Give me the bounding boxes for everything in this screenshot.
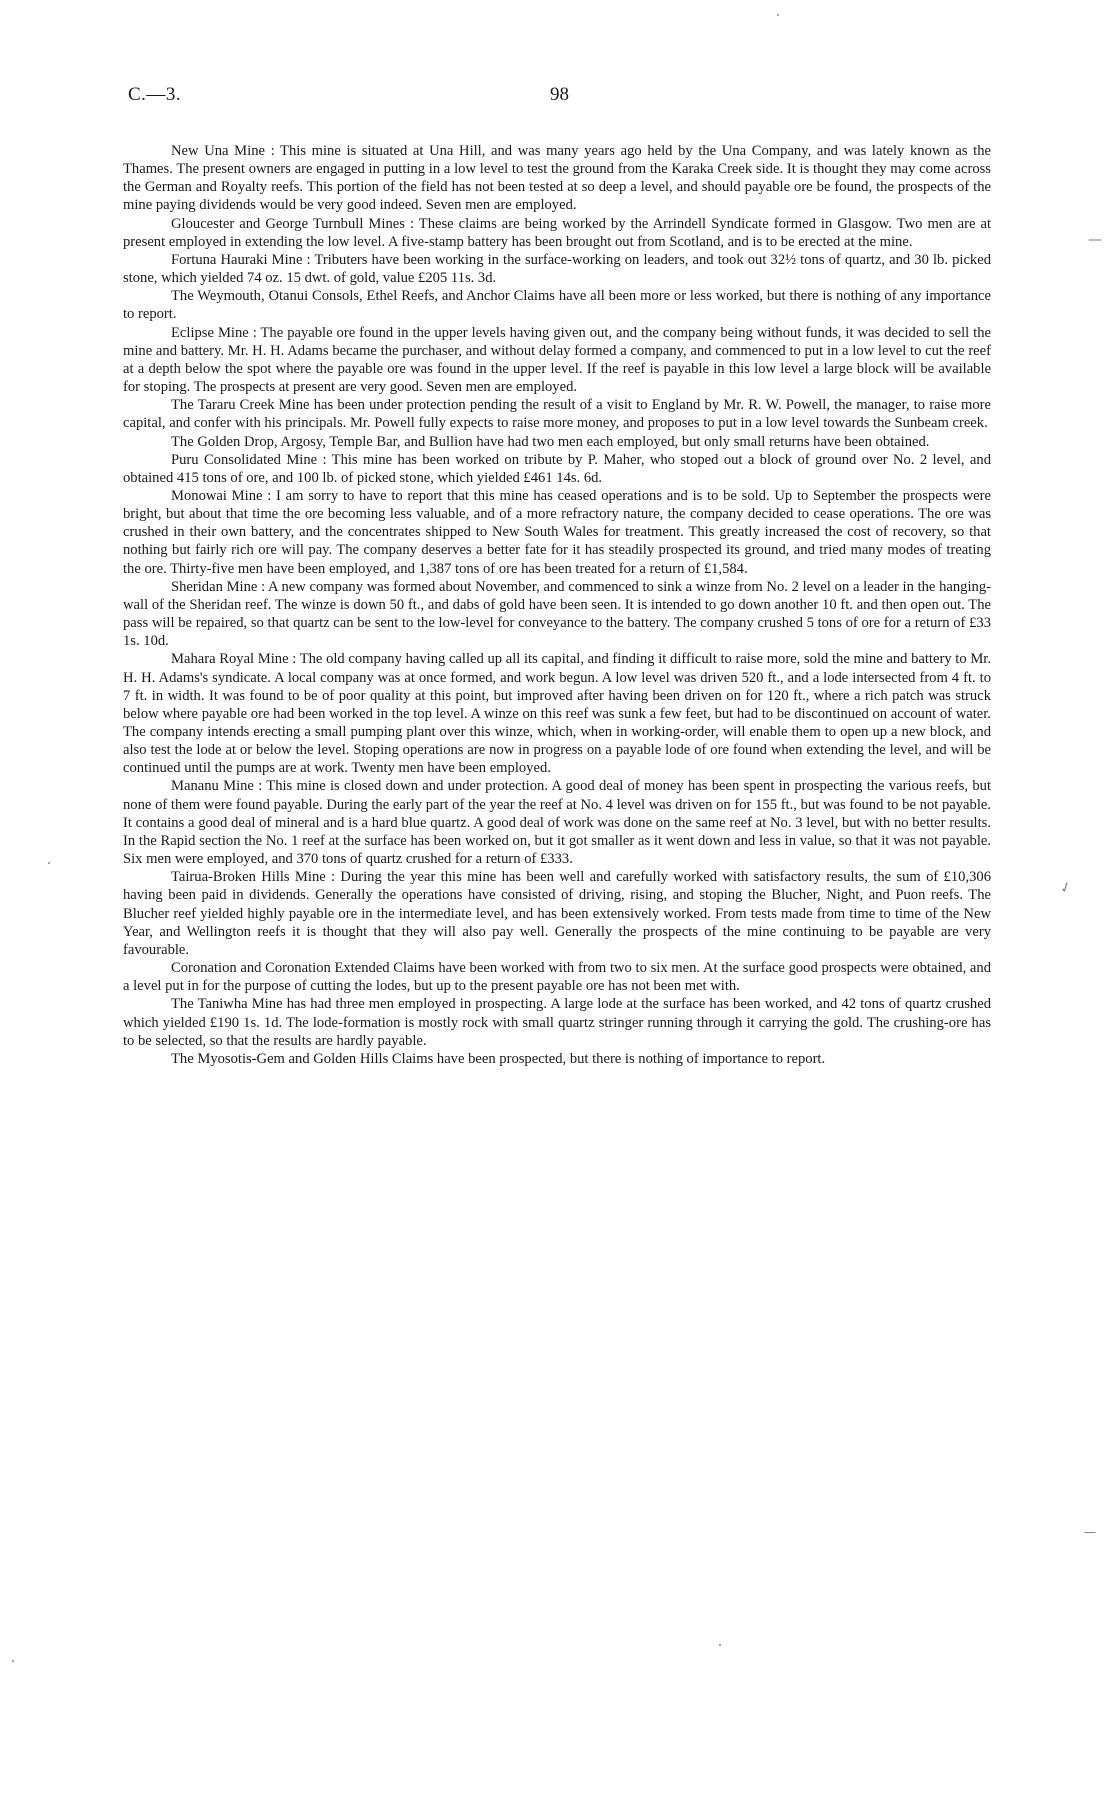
page-number: 98	[550, 84, 569, 105]
paragraph-myosotis-gem-claims: The Myosotis-Gem and Golden Hills Claims have been prospected, but there is nothing of importance to report.	[171, 1050, 826, 1067]
paragraph-sheridan-mine: Sheridan Mine : A new company was formed about November, and commenced to sink a winze from No. 2 level on a leader in the hanging-wall of the Sheridan reef. The winze is down 50 ft., and dabs of gold have been seen. It is intended to go down another 10 ft. and then open out. The pass will be repaired, so that quartz can be sent to the low-level for conveyance to the battery. The company crushed 5 tons of ore for a return of £33 1s. 10d.	[123, 578, 991, 650]
scan-speck	[12, 1660, 14, 1662]
paragraph-golden-drop: The Golden Drop, Argosy, Temple Bar, and Bullion have had two men each employed, but only small returns have been obtained.	[171, 433, 930, 450]
paragraph-tairua-broken-hills-mine: Tairua-Broken Hills Mine : During the year this mine has been well and carefully worked with satisfactory results, the sum of £10,306 having been paid in dividends. Generally the operations have consisted of driving, rising, and stoping the Blucher, Night, and Puon reefs. The Blucher reef yielded highly payable ore in the intermediate level, and has been extensively worked. From tests made from time to time of the New Year, and Wellington reefs it is thought that they will also pay well. Generally the prospects of the mine continuing to be payable are very favourable.	[123, 869, 991, 958]
margin-mark: —	[1084, 1525, 1096, 1539]
report-body	[123, 142, 991, 1068]
margin-check-mark: ✓	[1057, 878, 1075, 898]
page-header	[128, 84, 988, 114]
paragraph-coronation-claims: Coronation and Coronation Extended Claims have been worked with from two to six men. At the surface good prospects were obtained, and a level put in for the purpose of cutting the lodes, but up to the present payable ore has not been met with.	[123, 960, 991, 995]
paragraph-gloucester-turnbull-mines: Gloucester and George Turnbull Mines : These claims are being worked by the Arrindell Syndicate formed in Glasgow. Two men are at present employed in extending the low level. A five-stamp battery has been brought out from Scotland, and is to be erected at the mine.	[123, 215, 991, 250]
paragraph-mananu-mine: Mananu Mine : This mine is closed down and under protection. A good deal of money has been spent in prospecting the various reefs, but none of them were found payable. During the early part of the year the reef at No. 4 level was driven on for 155 ft., but was found to be not payable. It contains a good deal of mineral and is a hard blue quartz. A good deal of work was done on the same reef at No. 3 level, but with no better results. In the Rapid section the No. 1 reef at the surface has been worked on, but it got smaller as it went down and less in value, so that it was not payable. Six men were employed, and 370 tons of quartz crushed for a return of £333.	[123, 778, 991, 868]
scan-speck	[777, 14, 779, 16]
paragraph-monowai-mine: Monowai Mine : I am sorry to have to report that this mine has ceased operations and is to be sold. Up to September the prospects were bright, but about that time the ore becoming less valuable, and of a more refractory nature, the company decided to cease operations. The ore was crushed in their own battery, and the concentrates shipped to New South Wales for treatment. This greatly increased the cost of recovery, so that nothing but fairly rich ore will pay. The company deserves a better fate for it has steadily prospected its ground, and tried many modes of treating the ore. Thirty-five men have been employed, and 1,387 tons of ore has been treated for a return of £1,584.	[123, 487, 991, 577]
paragraph-mahara-royal-mine: Mahara Royal Mine : The old company having called up all its capital, and finding it difficult to raise more, sold the mine and battery to Mr. H. H. Adams's syndicate. A local company was at once formed, and work begun. A low level was driven 520 ft., and a lode intersected from 4 ft. to 7 ft. in width. It was found to be of poor quality at this point, but improved after having been driven on for 120 ft., where a rich patch was struck below where payable ore had been worked in the top level. A winze on this reef was sunk a few feet, but had to be discontinued on account of water. The company intends erecting a small pumping plant over this winze, which, when in working-order, will enable them to open up a new block, and also test the lode at or below the level. Stoping operations are now in progress on a payable lode of ore found when extending the level, and will be continued until the pumps are at work. Twenty men have been employed.	[123, 651, 991, 777]
paragraph-eclipse-mine: Eclipse Mine : The payable ore found in the upper levels having given out, and the company being without funds, it was decided to sell the mine and battery. Mr. H. H. Adams became the purchaser, and without delay formed a company, and commenced to put in a low level to cut the reef at a depth below the spot where the payable ore was found in the upper level. If the reef is payable in this low level a large block will be available for stoping. The prospects at present are very good. Seven men are employed.	[123, 324, 991, 396]
paragraph-fortuna-hauraki-mine: Fortuna Hauraki Mine : Tributers have been working in the surface-working on leaders, and took out 32½ tons of quartz, and 30 lb. picked stone, which yielded 74 oz. 15 dwt. of gold, value £205 11s. 3d.	[123, 251, 991, 287]
paragraph-new-una-mine: New Una Mine : This mine is situated at Una Hill, and was many years ago held by the Una Company, and was lately known as the Thames. The present owners are engaged in putting in a low level to test the ground from the Karaka Creek side. It is thought they may come across the German and Royalty reefs. This portion of the field has not been tested at so deep a level, and should payable ore be found, the prospects of the mine paying dividends would be very good indeed. Seven men are employed.	[123, 143, 991, 214]
document-reference: C.—3.	[128, 84, 182, 105]
paragraph-weymouth-claims: The Weymouth, Otanui Consols, Ethel Reefs, and Anchor Claims have all been more or less worked, but there is nothing of any importance to report.	[123, 288, 991, 323]
scan-speck	[48, 862, 50, 864]
margin-mark: —	[1088, 232, 1102, 248]
scan-speck	[719, 1644, 721, 1646]
paragraph-puru-consolidated-mine: Puru Consolidated Mine : This mine has been worked on tribute by P. Maher, who stoped out a block of ground over No. 2 level, and obtained 415 tons of ore, and 100 lb. of picked stone, which yielded £461 14s. 6d.	[123, 451, 991, 486]
paragraph-tararu-creek-mine: The Tararu Creek Mine has been under protection pending the result of a visit to England by Mr. R. W. Powell, the manager, to raise more capital, and confer with his principals. Mr. Powell fully expects to raise more money, and proposes to put in a low level towards the Sunbeam creek.	[123, 397, 991, 432]
paragraph-taniwha-mine: The Taniwha Mine has had three men employed in prospecting. A large lode at the surface has been worked, and 42 tons of quartz crushed which yielded £190 1s. 1d. The lode-formation is mostly rock with small quartz stringer running through it carrying the gold. The crushing-ore has to be selected, so that the results are hardly payable.	[123, 996, 991, 1049]
